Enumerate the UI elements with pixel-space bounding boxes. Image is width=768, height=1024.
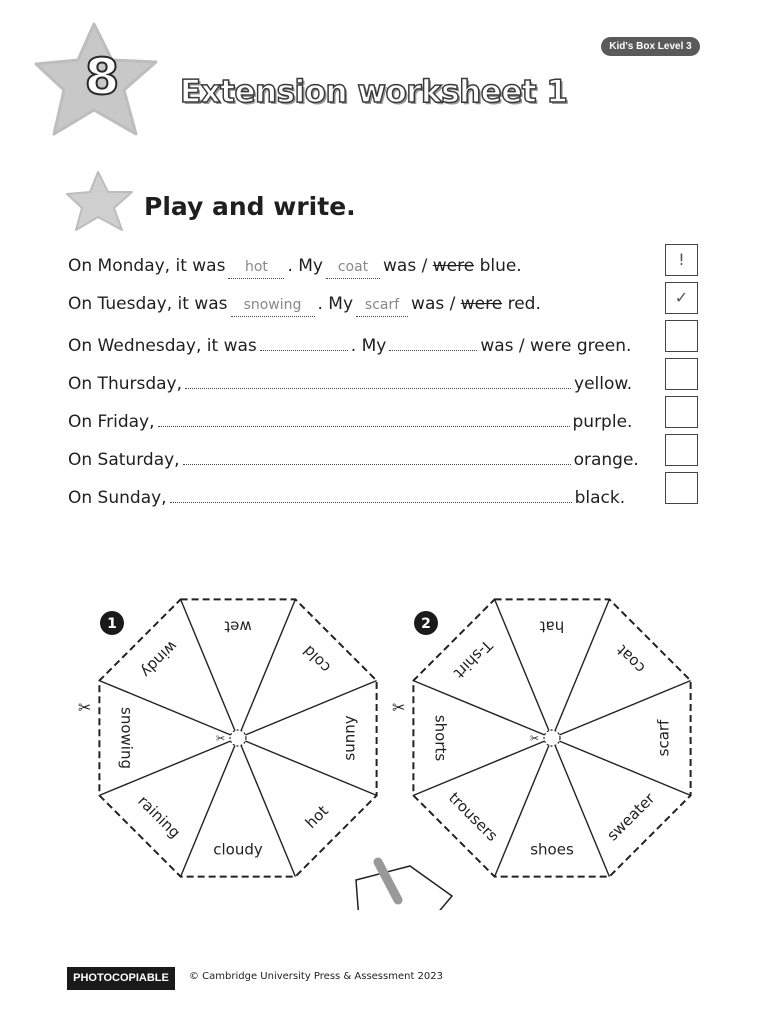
spinner-word: snowing [117, 707, 136, 769]
sentence-tuesday [68, 294, 541, 320]
check-box[interactable]: ! [665, 244, 698, 276]
answer-blank [228, 260, 284, 279]
sentence-mid: . My [317, 294, 354, 314]
sentence-end: red. [507, 294, 541, 314]
spinner-illustration [356, 866, 452, 910]
spinner-word: sunny [340, 715, 359, 761]
spinner-word: cold [299, 641, 335, 677]
answer-text: snowing [243, 297, 302, 313]
answer-blank[interactable] [170, 484, 572, 503]
struck-word: were [432, 256, 475, 276]
sentence-saturday [68, 446, 639, 472]
answer-blank [326, 260, 380, 279]
sentence-end: orange. [573, 450, 639, 470]
sentence-was: was / [383, 256, 428, 276]
sentence-end: purple. [572, 412, 633, 432]
sentence-start: On Monday, it was [68, 256, 226, 276]
scissors-icon: ✂ [78, 698, 92, 717]
sentence-start: On Saturday, [68, 450, 180, 470]
sentence-thursday [68, 370, 632, 396]
exercise-heading: Play and write. [144, 192, 356, 221]
spinner-word: T-shirt [450, 636, 497, 683]
check-box[interactable]: ✓ [665, 282, 698, 314]
scissors-icon: ✂ [530, 732, 540, 745]
spinner-word: hat [539, 617, 565, 636]
check-box[interactable] [665, 320, 698, 352]
answer-text: scarf [364, 297, 400, 313]
sentence-mid: . My [287, 256, 323, 276]
scissors-icon: ✂ [216, 732, 226, 745]
sentence-wednesday [68, 332, 631, 358]
answer-blank[interactable] [260, 332, 348, 351]
answer-blank [231, 298, 315, 317]
center-hole [230, 730, 246, 746]
spinner-word: wet [224, 617, 252, 636]
answer-blank[interactable] [183, 446, 571, 465]
spinner-word: windy [137, 637, 182, 682]
sentence-was: was / [411, 294, 456, 314]
check-box[interactable] [665, 472, 698, 504]
spinner-word: shoes [530, 840, 574, 859]
scissors-icon: ✂ [392, 698, 406, 717]
answer-blank[interactable] [158, 408, 570, 427]
spinner-word: raining [134, 792, 184, 842]
sentence-friday [68, 408, 632, 434]
spinner-number: 1 [107, 616, 117, 632]
answer-blank[interactable] [185, 370, 571, 389]
sentence-end: was / were green. [480, 336, 632, 356]
spinner-word: cloudy [213, 840, 263, 859]
worksheet-title: Extension worksheet 1 [180, 74, 568, 110]
sentence-start: On Wednesday, it was [68, 336, 257, 356]
spinner-word: coat [612, 641, 649, 678]
answer-blank[interactable] [389, 332, 477, 351]
check-box[interactable] [665, 358, 698, 390]
sentence-mid: . My [350, 336, 387, 356]
spinner-number: 2 [421, 616, 431, 632]
star-icon [66, 170, 136, 234]
sentence-sunday [68, 484, 625, 510]
sentence-start: On Friday, [68, 412, 155, 432]
level-badge: Kid's Box Level 3 [601, 37, 700, 56]
answer-text: hot [244, 259, 268, 275]
sentence-end: yellow. [574, 374, 633, 394]
sentence-start: On Sunday, [68, 488, 167, 508]
sentence-end: black. [574, 488, 626, 508]
sentence-start: On Thursday, [68, 374, 183, 394]
copyright-text: © Cambridge University Press & Assessment 2023 [189, 971, 444, 982]
sentence-start: On Tuesday, it was [68, 294, 228, 314]
spinner-word: hot [301, 801, 332, 832]
center-hole [544, 730, 560, 746]
spinner-word: trousers [445, 788, 502, 845]
sentence-monday [68, 256, 522, 282]
check-box[interactable] [665, 396, 698, 428]
spinner-word: shorts [431, 714, 450, 762]
check-box[interactable] [665, 434, 698, 466]
answer-text: coat [337, 259, 369, 275]
struck-word: were [460, 294, 503, 314]
spinner-word: scarf [654, 719, 673, 757]
unit-number: 8 [84, 48, 120, 106]
photocopiable-badge: PHOTOCOPIABLE [67, 967, 175, 990]
spinners [0, 580, 768, 910]
spinner-word: sweater [603, 789, 659, 845]
sentence-end: blue. [479, 256, 522, 276]
answer-blank [356, 298, 408, 317]
